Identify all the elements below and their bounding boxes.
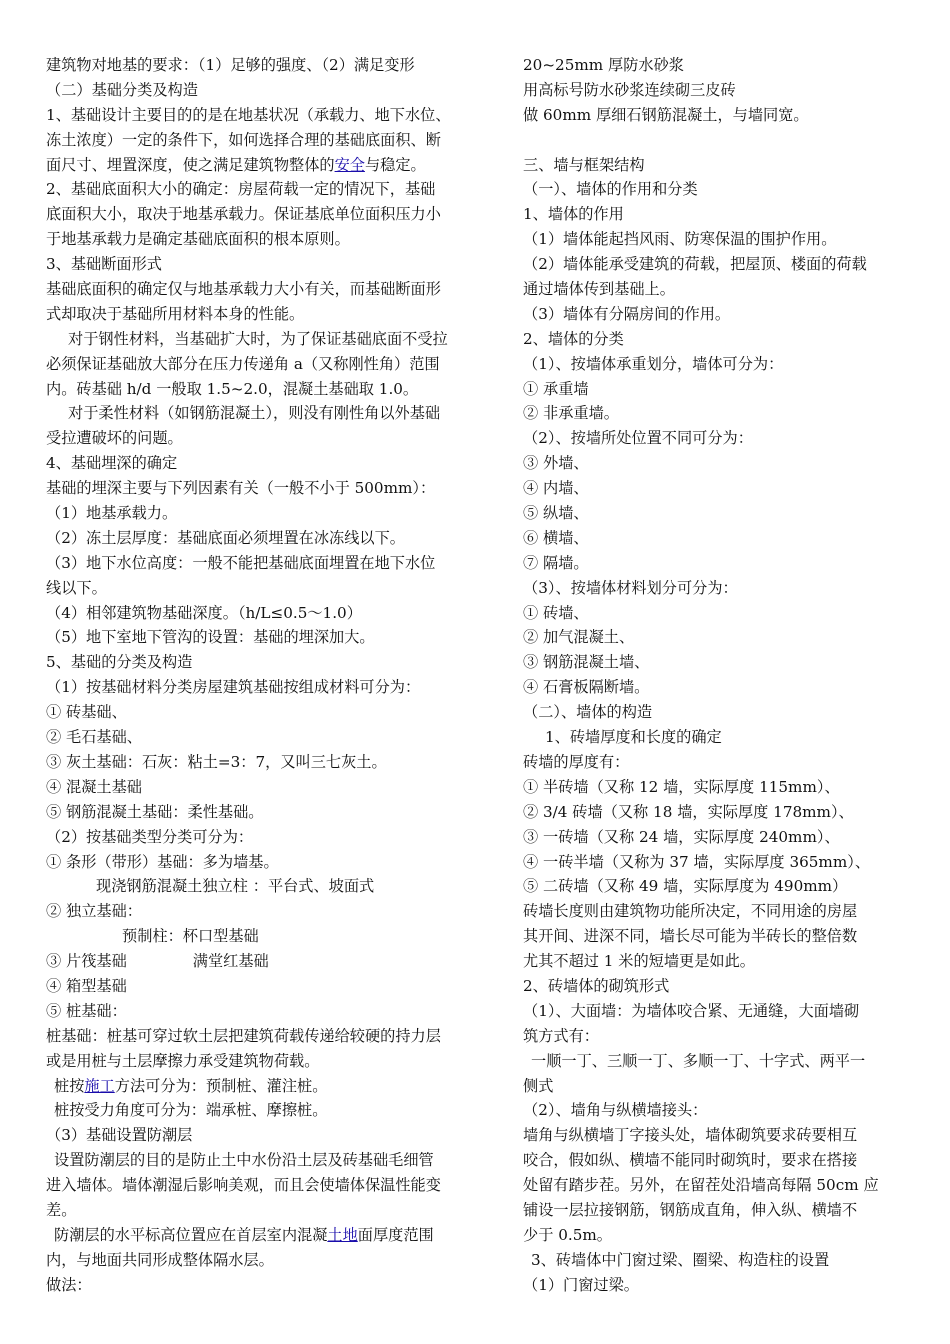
list-item: ③ 灰土基础：石灰：粘土=3：7，又叫三七灰土。 — [46, 752, 387, 771]
list-item: ③ 一砖墙（又称 24 墙，实际厚度 240mm）、 — [523, 827, 840, 846]
text-line: （2）按基础类型分类可分为： — [46, 827, 254, 846]
list-item: ① 砖基础、 — [46, 703, 127, 722]
text-line: 桩基础：桩基可穿过软土层把建筑荷载传递给较硬的持力层 — [46, 1026, 441, 1045]
text-line: 或是用桩与土层摩擦力承受建筑物荷载。 — [46, 1051, 320, 1070]
text-segment: 方法可分为：预制桩、灌注桩。 — [114, 1076, 328, 1095]
text-line: 基础的埋深主要与下列因素有关（一般不小于 500mm）： — [46, 479, 436, 498]
text-line: 一顺一丁、三顺一丁、多顺一丁、十字式、两平一 — [531, 1051, 866, 1070]
text-line: 对于柔性材料（如钢筋混凝土），则没有刚性角以外基础 — [68, 404, 441, 423]
list-item: （2）冻土层厚度：基础底面必须埋置在冰冻线以下。 — [46, 528, 405, 547]
link-construction[interactable]: 施工 — [84, 1076, 115, 1095]
text-segment: 与稳定。 — [364, 155, 426, 174]
text-line: （2）、按墙所处位置不同可分为： — [523, 429, 753, 448]
list-item: ② 加气混凝土、 — [523, 628, 635, 647]
list-item: （3）地下水位高度：一般不能把基础底面埋置在地下水位 — [46, 553, 436, 572]
section-heading: 2、砖墙体的砌筑形式 — [523, 976, 670, 995]
section-heading: 4、基础埋深的确定 — [46, 454, 178, 473]
text-segment: 桩按 — [54, 1076, 85, 1095]
text-line: 侧式 — [523, 1076, 554, 1095]
text-line: 建筑物对地基的要求：（1）足够的强度、（2）满足变形 — [46, 56, 415, 74]
section-heading: （二）基础分类及构造 — [46, 80, 198, 99]
text-line: 咬合，假如纵、横墙不能同时砌筑时，要求在搭接 — [523, 1151, 858, 1170]
text-line: 2、基础底面积大小的确定：房屋荷载一定的情况下，基础 — [46, 180, 436, 199]
text-segment: 面厚度范围 — [357, 1225, 434, 1244]
text-line — [46, 153, 490, 178]
text-line: 做法： — [46, 1275, 92, 1294]
text-line: 1、基础设计主要目的的是在地基状况（承载力、地下水位、 — [46, 105, 451, 124]
text-line: （1）按基础材料分类房屋建筑基础按组成材料可分为： — [46, 678, 421, 697]
text-line: 通过墙体传到基础上。 — [523, 280, 675, 299]
text-line: 其开间、进深不同，墙长尽可能为半砖长的整倍数 — [523, 927, 858, 946]
text-segment: 防潮层的水平标高位置应在首层室内混凝 — [54, 1225, 328, 1244]
section-heading: 三、墙与框架结构 — [523, 155, 645, 174]
section-heading: 1、墙体的作用 — [523, 205, 624, 224]
text-segment: 满堂红基础 — [192, 952, 269, 971]
text-line: 必须保证基础放大部分在压力传递角 a（又称刚性角）范围 — [46, 354, 440, 373]
text-line — [46, 1223, 490, 1248]
section-heading: 3、基础断面形式 — [46, 255, 162, 274]
list-item: ⑤ 桩基础： — [46, 1001, 127, 1020]
text-line: 式却取决于基础所用材料本身的性能。 — [46, 304, 305, 323]
text-line: 处留有踏步茬。另外，在留茬处沿墙高每隔 50cm 应 — [523, 1176, 879, 1195]
section-heading: （一）、墙体的作用和分类 — [523, 180, 698, 199]
text-line: 尤其不超过 1 米的短墙更是如此。 — [523, 952, 755, 971]
list-item: ① 砖墙、 — [523, 603, 589, 622]
right-column — [523, 53, 909, 1298]
text-line: 内，与地面共同形成整体隔水层。 — [46, 1250, 274, 1269]
blank-line — [523, 128, 909, 153]
list-item: ⑤ 二砖墙（又称 49 墙，实际厚度为 490mm） — [523, 877, 848, 896]
list-item: ④ 一砖半墙（又称为 37 墙，实际厚度 365mm）、 — [523, 852, 871, 871]
link-land[interactable]: 土地 — [327, 1225, 358, 1244]
list-item: ① 条形（带形）基础：多为墙基。 — [46, 852, 279, 871]
list-item: ⑤ 纵墙、 — [523, 504, 589, 523]
text-segment: ③ 片筏基础 — [46, 952, 127, 971]
text-segment: 面尺寸、埋置深度，使之满足建筑物整体的 — [46, 155, 335, 174]
section-heading: （3）基础设置防潮层 — [46, 1126, 193, 1145]
section-heading: 3、砖墙体中门窗过梁、圈梁、构造柱的设置 — [531, 1250, 830, 1269]
text-line: （1）门窗过梁。 — [523, 1275, 639, 1294]
text-line: 墙角与纵横墙丁字接头处，墙体砌筑要求砖要相互 — [523, 1126, 858, 1145]
list-item: ① 承重墙 — [523, 379, 589, 398]
text-line: 铺设一层拉接钢筋，钢筋成直角，伸入纵、横墙不 — [523, 1200, 858, 1219]
list-item: ① 半砖墙（又称 12 墙，实际厚度 115mm）、 — [523, 777, 840, 796]
text-line: 筑方式有： — [523, 1026, 599, 1045]
section-heading: 2、墙体的分类 — [523, 329, 624, 348]
list-item: ② 毛石基础、 — [46, 728, 142, 747]
text-line: 20~25mm 厚防水砂浆 — [523, 56, 684, 74]
list-item: ④ 箱型基础 — [46, 976, 127, 995]
text-line: 预制柱：杯口型基础 — [122, 927, 259, 946]
list-item: ④ 混凝土基础 — [46, 777, 142, 796]
list-item: ③ 钢筋混凝土墙、 — [523, 653, 650, 672]
text-line: 砖墙长度则由建筑物功能所决定，不同用途的房屋 — [523, 902, 858, 921]
text-line: 现浇钢筋混凝土独立柱 ：平台式、坡面式 — [96, 877, 375, 896]
text-line: 冻土浓度）一定的条件下，如何选择合理的基础底面积、断 — [46, 130, 441, 149]
list-item: ② 独立基础： — [46, 902, 142, 921]
text-line: 基础底面积的确定仅与地基承载力大小有关，而基础断面形 — [46, 280, 441, 299]
text-line: 砖墙的厚度有： — [523, 752, 630, 771]
list-item: ② 非承重墙。 — [523, 404, 619, 423]
link-safety[interactable]: 安全 — [334, 155, 365, 174]
list-item: ④ 石膏板隔断墙。 — [523, 678, 650, 697]
text-line: 设置防潮层的目的是防止土中水份沿土层及砖基础毛细管 — [54, 1151, 434, 1170]
text-line: 进入墙体。墙体潮湿后影响美观，而且会使墙体保温性能变 — [46, 1176, 441, 1195]
list-item: （4）相邻建筑物基础深度。（h/L≤0.5～1.0） — [46, 603, 362, 622]
section-heading: 5、基础的分类及构造 — [46, 653, 193, 672]
text-line: 对于钢性材料，当基础扩大时，为了保证基础底面不受拉 — [68, 329, 448, 348]
text-line — [46, 1074, 490, 1099]
list-item: （1）地基承载力。 — [46, 504, 178, 523]
list-item: （5）地下室地下管沟的设置：基础的埋深加大。 — [46, 628, 375, 647]
text-line: （3）、按墙体材料划分可分为： — [523, 578, 738, 597]
text-line: 底面积大小，取决于地基承载力。保证基底单位面积压力小 — [46, 205, 441, 224]
text-line: （2）、墙角与纵横墙接头： — [523, 1101, 708, 1120]
text-line: （1）、大面墙：为墙体咬合紧、无通缝，大面墙砌 — [523, 1001, 860, 1020]
left-column — [46, 53, 490, 1298]
list-item: （3）墙体有分隔房间的作用。 — [523, 304, 731, 323]
list-item: ② 3/4 砖墙（又称 18 墙，实际厚度 178mm）、 — [523, 802, 854, 821]
list-item: （2）墙体能承受建筑的荷载，把屋顶、楼面的荷载 — [523, 255, 867, 274]
list-item: ③ 外墙、 — [523, 454, 589, 473]
text-line: 于地基承载力是确定基础底面积的根本原则。 — [46, 230, 350, 249]
list-item: （1）墙体能起挡风雨、防寒保温的围护作用。 — [523, 230, 837, 249]
list-item: ⑥ 横墙、 — [523, 528, 589, 547]
text-line: （1）、按墙体承重划分，墙体可分为： — [523, 354, 784, 373]
text-line: 桩按受力角度可分为：端承桩、摩擦桩。 — [54, 1101, 328, 1120]
text-line: 内。砖基础 h/d 一般取 1.5~2.0，混凝土基础取 1.0。 — [46, 379, 419, 398]
list-item: ④ 内墙、 — [523, 479, 589, 498]
list-item — [46, 949, 490, 974]
section-heading: （二）、墙体的构造 — [523, 703, 653, 722]
section-heading: 1、砖墙厚度和长度的确定 — [545, 728, 722, 747]
text-line: 少于 0.5m。 — [523, 1225, 612, 1244]
text-line: 线以下。 — [46, 578, 107, 597]
text-line: 受拉遭破坏的问题。 — [46, 429, 183, 448]
text-line: 用高标号防水砂浆连续砌三皮砖 — [523, 80, 736, 99]
text-line: 差。 — [46, 1200, 77, 1219]
text-line: 做 60mm 厚细石钢筋混凝土，与墙同宽。 — [523, 105, 809, 124]
list-item: ⑤ 钢筋混凝土基础：柔性基础。 — [46, 802, 264, 821]
list-item: ⑦ 隔墙。 — [523, 553, 589, 572]
